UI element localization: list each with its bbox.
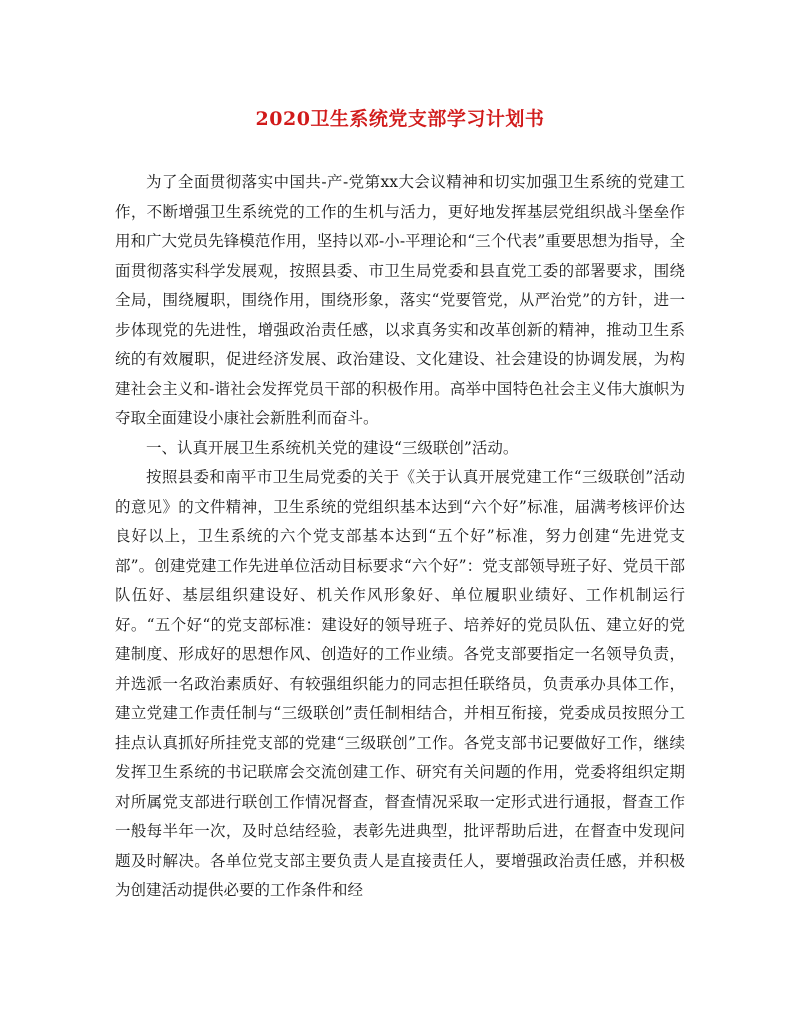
body-paragraph: 按照县委和南平市卫生局党委的关于《关于认真开展党建工作“三级联创”活动的意见》的文件精神，卫生系统的党组织基本达到“六个好”标准，届满考核评价达良好以上，卫生系统的六个党支部基本达到“五个好”标准，努力创建“先进党支部”。创建党建工作先进单位活动目标要求“六个好”：党支部领导班子好、党员干部队伍好、基层组织建设好、机关作风形象好、单位履职业绩好、工作机制运行好。“五个好“的党支部标准：建设好的领导班子、培养好的党员队伍、建立好的党建制度、形成好的思想作风、创造好的工作业绩。各党支部要指定一名领导负责，并选派一名政治素质好、有较强组织能力的同志担任联络员，负责承办具体工作，建立党建工作责任制与“三级联创”责任制相结合，并相互衔接，党委成员按照分工挂点认真抓好所挂党支部的党建“三级联创”工作。各党支部书记要做好工作，继续发挥卫生系统的书记联席会交流创建工作、研究有关问题的作用，党委将组织定期对所属党支部进行联创工作情况督查，督查情况采取一定形式进行通报，督查工作一般每半年一次，及时总结经验，表彰先进典型，批评帮助后进，在督查中发现问题及时解决。各单位党支部主要负责人是直接责任人，要增强政治责任感，并积极为创建活动提供必要的工作条件和经 [115,468,685,899]
intro-paragraph: 为了全面贯彻落实中国共-产-党第xx大会议精神和切实加强卫生系统的党建工作，不断增强卫生系统党的工作的生机与活力，更好地发挥基层党组织战斗堡垒作用和广大党员先锋模范作用，坚持以邓-小-平理论和“三个代表”重要思想为指导，全面贯彻落实科学发展观，按照县委、市卫生局党委和县直党工委的部署要求，围绕全局，围绕履职，围绕作用，围绕形象，落实“党要管党，从严治党”的方针，进一步体现党的先进性，增强政治责任感，以求真务实和改革创新的精神，推动卫生系统的有效履职，促进经济发展、政治建设、文化建设、社会建设的协调发展，为构建社会主义和-谐社会发挥党员干部的积极作用。高举中国特色社会主义伟大旗帜为夺取全面建设小康社会新胜利而奋斗。 [115,173,685,427]
document-title: 2020卫生系统党支部学习计划书 [255,108,545,130]
section-heading: 一、认真开展卫生系统机关党的建设“三级联创”活动。 [146,438,519,457]
document-body [115,168,685,906]
